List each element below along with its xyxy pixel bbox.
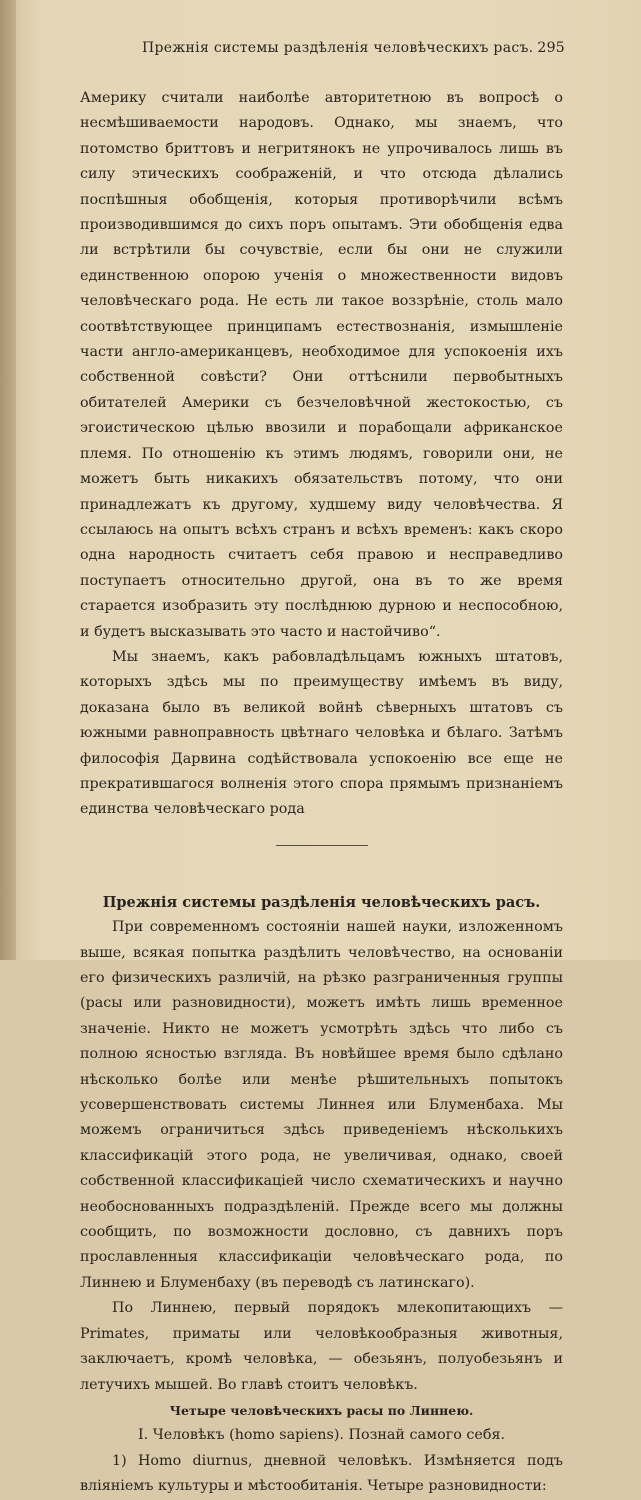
class-heading-homo-sapiens: I. Человѣкъ (homo sapiens). Познай самого себя. — [137, 1427, 506, 1444]
running-header-title: Прежнія системы раздѣленія человѣческихъ расъ. — [142, 40, 534, 56]
paragraph-slaveholders: Мы знаемъ, какъ рабовладѣльцамъ южныхъ штатовъ, которыхъ здѣсь мы по преимуществу имѣемъ въ виду, доказана было въ великой войнѣ сѣверныхъ штатовъ съ южными равноправность цвѣтнаго человѣка и бѣлаго. Затѣмъ философія Дарвина содѣйствовала успокоенію все еще не прекратившагося волненія этого спора прямымъ признаніемъ единства человѣческаго рода — [80, 648, 563, 818]
section-title: Прежнія системы раздѣленія человѣческихъ расъ. — [102, 893, 541, 911]
page-body — [80, 86, 563, 1500]
paragraph-quote-end: Америку считали наиболѣе авторитетною въ вопросѣ о несмѣшиваемости народовъ. Однако, мы знаемъ, что потомство бриттовъ и негритянокъ не упрочивалось лишь въ силу этическихъ соображеній, и что отсюда дѣлались поспѣшныя обобщенія, которыя противорѣчили всѣмъ производившимся до сихъ поръ опытамъ. Эти обобщенія едва ли встрѣтили бы сочувствіе, если бы они не служили единственною опорою ученія о множественности видовъ человѣческаго рода. Не есть ли такое воззрѣніе, столь мало соотвѣтствующее принципамъ естествознанія, измышленіе части англо-американцевъ, необходимое для успокоенія ихъ собственной совѣсти? Они оттѣснили первобытныхъ обитателей Америки съ безчеловѣчной жестокостью, съ эгоистическою цѣлью ввозили и порабощали африканское племя. По отношенію къ этимъ людямъ, говорили они, не можетъ быть никакихъ обязательствъ потому, что они принадлежатъ къ другому, худшему виду человѣчества. Я ссылаюсь на опытъ всѣхъ странъ и всѣхъ временъ: какъ скоро одна народность считаетъ себя правою и несправедливо поступаетъ относительно другой, она въ то же время старается изобразить эту послѣднюю дурною и неспособною, и будетъ высказывать это часто и настойчиво“. — [80, 90, 563, 640]
page-number: 295 — [537, 40, 565, 56]
subsection-title: Четыре человѣческихъ расы по Линнею. — [169, 1402, 474, 1418]
page-binding-edge — [0, 0, 16, 960]
paragraph-linnaeus-primates: По Линнею, первый порядокъ млекопитающихъ — Primates, приматы или человѣкообразныя животныя, заключаетъ, кромѣ человѣка, — обезьянъ, полуобезьянъ и летучихъ мышей. Во главѣ стоитъ человѣкъ. — [80, 1300, 563, 1393]
variety-homo-diurnus: 1) Homo diurnus, дневной человѣкъ. Измѣняется подъ вліяніемъ культуры и мѣстообитанія. Четыре разновидности: — [80, 1452, 563, 1495]
paragraph-classification-intro: При современномъ состояніи нашей науки, изложенномъ выше, всякая попытка раздѣлить человѣчество, на основаніи его физическихъ различій, на рѣзко разграниченныя группы (расы или разновидности), можетъ имѣть лишь временное значеніе. Никто не можетъ усмотрѣть здѣсь что либо съ полною ясностью взгляда. Въ новѣйшее время было сдѣлано нѣсколько болѣе или менѣе рѣшительныхъ попытокъ усовершенствовать системы Линнея или Блуменбаха. Мы можемъ ограничиться здѣсь приведеніемъ нѣсколькихъ классификацій этого рода, не увеличивая, однако, своей собственной классификаціей число схематическихъ и научно необоснованныхъ подраздѣленій. Прежде всего мы должны сообщить, по возможности дословно, съ давнихъ поръ прославленныя классификаціи человѣческаго рода, по Линнею и Блуменбаху (въ переводѣ съ латинскаго). — [80, 919, 563, 1291]
section-divider — [276, 845, 368, 846]
